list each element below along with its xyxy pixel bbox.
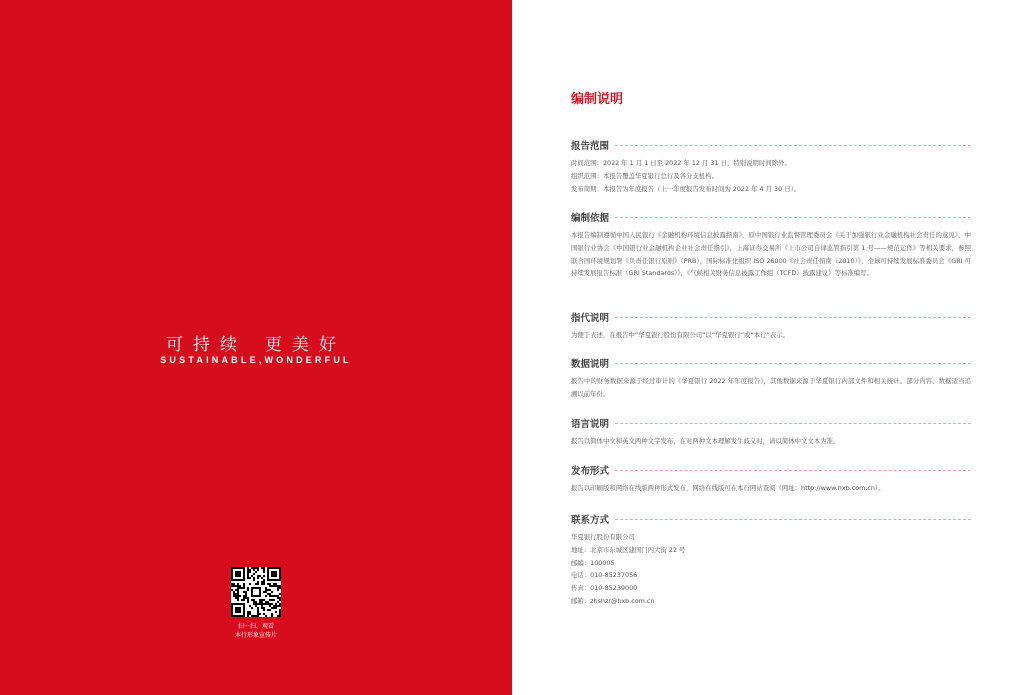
slogan-part-2: 更美好 [265,335,346,355]
qr-caption-line-1: 扫一扫，观看 [237,623,274,630]
section-body [571,435,971,448]
section-title: 数据说明 [571,359,610,370]
section-title: 联系方式 [571,515,610,526]
section-body [571,375,971,401]
section-reference [571,310,971,342]
text-line: 报告以印刷版和网络在线版两种形式发布，网络在线版可在本行网站查阅（网址：http://www.hxb.com.cn）。 [571,484,885,492]
section-body [571,229,971,280]
section-title: 语言说明 [571,419,610,430]
text-paragraph: 本报告编制遵循中国人民银行《金融机构环境信息披露指南》，原中国银行业监督管理委员会《关于加强银行业金融机构社会责任的意见》，中国银行业协会《中国银行业金融机构企业社会责任指引》，上海证券交易所《上市公司自律监管指引第 1 号——规范运作》等相关要求，参照联合国环境规划署《负责任银行原则》（PRB），国际标准化组织 ISO 26000《社会责任指南（2010）》，全球可持续发展标准委员会《GRI 可持续发展报告标准（GRI Standards）》，《气候相关财务信息披露工作组（TCFD）披露建议》等标准编写。 [571,231,971,278]
slogan-chinese [0,330,512,355]
text-line: 为便于表述，在报告中“华夏银行股份有限公司”以“华夏银行”或“本行”表示。 [571,331,789,339]
section-language [571,416,971,448]
contact-address: 地址：北京市东城区建国门内大街 22 号 [571,545,686,554]
section-header [571,210,971,224]
text-paragraph: 报告中的财务数据来源于经过审计的《华夏银行 2022 年年度报告》，其他数据来源于华夏银行内部文件和相关统计。部分内容、数据适当追溯以前年份。 [571,377,971,398]
section-header [571,463,971,477]
section-data [571,356,971,401]
section-compilation-basis [571,210,971,280]
section-divider [615,363,971,364]
qr-caption [216,622,296,640]
section-body [571,531,971,608]
qr-code-icon[interactable] [231,567,281,617]
section-divider [615,217,971,218]
section-body [571,482,971,495]
section-header [571,310,971,324]
section-body [571,157,971,195]
section-title: 报告范围 [571,141,610,152]
section-title: 编制依据 [571,213,610,224]
section-header [571,512,971,526]
page-title: 编制说明 [571,92,624,107]
section-header [571,138,971,152]
contact-company: 华夏银行股份有限公司 [571,533,635,541]
contact-email[interactable]: 邮箱：zhshzr@hxb.com.cn [571,596,655,605]
contact-postcode: 邮编：100005 [571,558,615,567]
section-contact [571,512,971,608]
text-line: 发布周期：本报告为年度报告（上一年度报告发布时间为 2022 年 4 月 30 日）。 [571,184,801,193]
contact-phone: 电话：010-85237056 [571,571,638,580]
slogan-part-1: 可持续 [166,335,247,355]
section-report-scope [571,138,971,195]
section-divider [615,145,971,146]
section-header [571,416,971,430]
text-line: 报告以简体中文和英文两种文字发布，在对两种文本理解发生歧义时，请以简体中文文本为准。 [571,437,840,445]
section-header [571,356,971,370]
text-line: 时间范围：2022 年 1 月 1 日至 2022 年 12 月 31 日，特别说明时间除外。 [571,159,791,167]
contact-fax: 传真：010-85239000 [571,584,638,593]
section-publication-format [571,463,971,495]
text-line: 组织范围：本报告覆盖华夏银行总行及各分支机构。 [571,171,718,180]
slogan-english: SUSTAINABLE,WONDERFUL [160,355,352,365]
section-divider [615,423,971,424]
section-title: 发布形式 [571,466,610,477]
section-divider [615,470,971,471]
section-divider [615,519,971,520]
content-panel [512,0,1024,695]
qr-caption-line-2: 本行形象宣传片 [234,632,277,639]
section-title: 指代说明 [571,313,610,324]
section-divider [615,317,971,318]
section-body [571,329,971,342]
